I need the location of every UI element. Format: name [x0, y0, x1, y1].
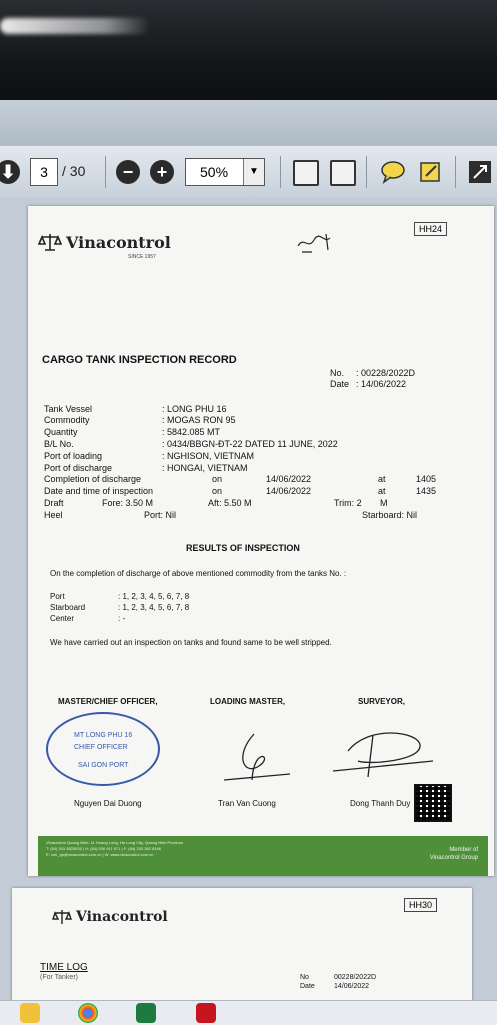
document-viewport[interactable] [0, 198, 497, 1000]
trim-unit: M [380, 498, 388, 508]
toolbar-divider [366, 156, 367, 188]
ship-stamp [46, 712, 160, 786]
port-label: Port [50, 592, 65, 601]
stamp-line-3: SAI GON PORT [78, 762, 129, 769]
sig-surveyor-label: SURVEYOR, [358, 697, 405, 706]
date-label: Date [300, 983, 315, 990]
footer-band [38, 836, 488, 876]
results-intro: On the completion of discharge of above mentioned commodity from the tanks No. : [50, 569, 347, 578]
footer-member [430, 846, 478, 862]
highlight-pen-icon [418, 160, 444, 184]
surveyor-signature [328, 721, 438, 781]
minus-icon: − [116, 160, 140, 184]
fit-page-button[interactable] [293, 160, 319, 186]
vinacontrol-logo: Vinacontrol [38, 232, 171, 252]
no-value: : 00228/2022D [356, 368, 416, 378]
expand-button[interactable] [468, 158, 492, 186]
chrome-icon[interactable] [78, 1003, 98, 1023]
pdf-viewer-window [0, 100, 497, 1000]
comment-icon [380, 160, 406, 184]
field-value: : MOGAS RON 95 [162, 415, 236, 425]
completion-label: Completion of discharge [44, 474, 142, 484]
zoom-value: 50% [200, 164, 229, 180]
draft-aft: Aft: 5.50 M [208, 498, 252, 508]
draft-fore: Fore: 3.50 M [102, 498, 154, 508]
field-label: Port of loading [44, 451, 103, 461]
field-label: Quantity [44, 427, 78, 437]
document-page-next [12, 888, 472, 1000]
footer-email: E: vnh_qn@vinacontrol.com.vn | W: www.vinacontrol.com.vn [46, 852, 154, 857]
toolbar-divider [105, 156, 106, 188]
document-page [28, 206, 494, 876]
form-code: HH24 [414, 222, 447, 236]
vinacontrol-logo: Vinacontrol [52, 908, 168, 926]
field-label: Port of discharge [44, 463, 113, 473]
expand-icon [468, 160, 492, 184]
page-number-input[interactable]: 3 [30, 158, 58, 186]
no-value: 00228/2022D [334, 974, 377, 981]
comment-button[interactable] [380, 158, 406, 186]
date-value: : 14/06/2022 [356, 379, 407, 389]
name-surveyor: Dong Thanh Duy [350, 799, 411, 808]
loading-master-signature [214, 726, 294, 786]
center-tanks: : - [118, 614, 126, 623]
excel-icon[interactable] [136, 1003, 156, 1023]
no-label: No [300, 974, 309, 981]
zoom-out-button[interactable] [116, 158, 140, 186]
monitor-bezel [0, 0, 497, 100]
port-tanks: : 1, 2, 3, 4, 5, 6, 7, 8 [118, 592, 190, 601]
page-total-label: / 30 [62, 163, 86, 179]
heel-label: Heel [44, 510, 63, 520]
name-master: Nguyen Dai Duong [74, 799, 142, 808]
timelog-subtitle: (For Tanker) [40, 974, 78, 981]
starboard-tanks: : 1, 2, 3, 4, 5, 6, 7, 8 [118, 603, 190, 612]
plus-icon: + [150, 160, 174, 184]
scale-logo-icon [52, 908, 72, 926]
folder-icon[interactable] [20, 1003, 40, 1023]
stamp-line-1: MT LONG PHU 16 [74, 732, 133, 739]
sig-master-label: MASTER/CHIEF OFFICER, [58, 697, 158, 706]
field-value: : LONG PHU 16 [162, 404, 227, 414]
field-value: : 5842.085 MT [162, 427, 221, 437]
stamp-line-2: CHIEF OFFICER [74, 744, 128, 751]
completion-on: on [212, 474, 223, 484]
inspection-at: at [378, 486, 386, 496]
footer-phones: T: (84) 203 3825535 | H: (84) 936 911 971 | F: (84) 203 382 8166 [46, 846, 161, 851]
inspection-time: 1435 [416, 486, 437, 496]
toolbar-divider [280, 156, 281, 188]
center-label: Center [50, 614, 75, 623]
inspection-on: on [212, 486, 223, 496]
no-label: No. [330, 368, 345, 378]
field-value: : NGHISON, VIETNAM [162, 451, 255, 461]
arrow-down-icon: ⬇ [0, 160, 20, 184]
starboard-label: Starboard [50, 603, 86, 612]
qr-code [414, 784, 452, 822]
logo-since: SINCE 1957 [128, 254, 156, 260]
results-title: RESULTS OF INSPECTION [186, 543, 300, 553]
toolbar-divider [455, 156, 456, 188]
field-label: Tank Vessel [44, 404, 93, 414]
zoom-in-button[interactable] [150, 158, 174, 186]
inspection-date: 14/06/2022 [266, 486, 312, 496]
sig-loading-label: LOADING MASTER, [210, 697, 286, 706]
field-label: Commodity [44, 415, 90, 425]
fit-width-button[interactable] [330, 160, 356, 186]
field-value: : HONGAI, VIETNAM [162, 463, 248, 473]
next-page-button[interactable] [0, 158, 20, 186]
draft-label: Draft [44, 498, 64, 508]
footer-member-of: Member of [449, 847, 478, 853]
date-label: Date [330, 379, 350, 389]
trim-value: Trim: 2 [334, 498, 362, 508]
scale-logo-icon [38, 232, 62, 252]
conclusion: We have carried out an inspection on tanks and found same to be well stripped. [50, 638, 332, 647]
completion-date: 14/06/2022 [266, 474, 312, 484]
acrobat-icon[interactable] [196, 1003, 216, 1023]
heel-port: Port: Nil [144, 510, 177, 520]
field-value: : 0434/BBGN-ĐT-22 DATED 11 JUNE, 2022 [162, 439, 338, 449]
date-value: 14/06/2022 [334, 983, 370, 990]
footer-address: Vinacontrol Quang Ninh: 11 Hoang Long, Ha Long City, Quang Ninh Province [46, 840, 183, 845]
dropdown-arrow-icon: ▼ [243, 159, 264, 185]
field-label: B/L No. [44, 439, 74, 449]
handwritten-mark [296, 232, 346, 256]
footer-group: Vinacontrol Group [429, 855, 478, 861]
timelog-title: TIME LOG [40, 962, 88, 973]
document-title: CARGO TANK INSPECTION RECORD [42, 354, 237, 366]
name-loading: Tran Van Cuong [218, 799, 276, 808]
highlight-button[interactable] [418, 158, 444, 186]
window-chrome [0, 100, 497, 146]
taskbar [0, 1000, 497, 1025]
inspection-label: Date and time of inspection [44, 486, 154, 496]
form-code: HH30 [404, 898, 437, 912]
footer-contact [46, 840, 183, 858]
zoom-select[interactable] [185, 158, 265, 186]
heel-starboard: Starboard: Nil [362, 510, 418, 520]
pdf-toolbar [0, 146, 497, 199]
completion-time: 1405 [416, 474, 437, 484]
completion-at: at [378, 474, 386, 484]
screen-glare [0, 18, 150, 34]
